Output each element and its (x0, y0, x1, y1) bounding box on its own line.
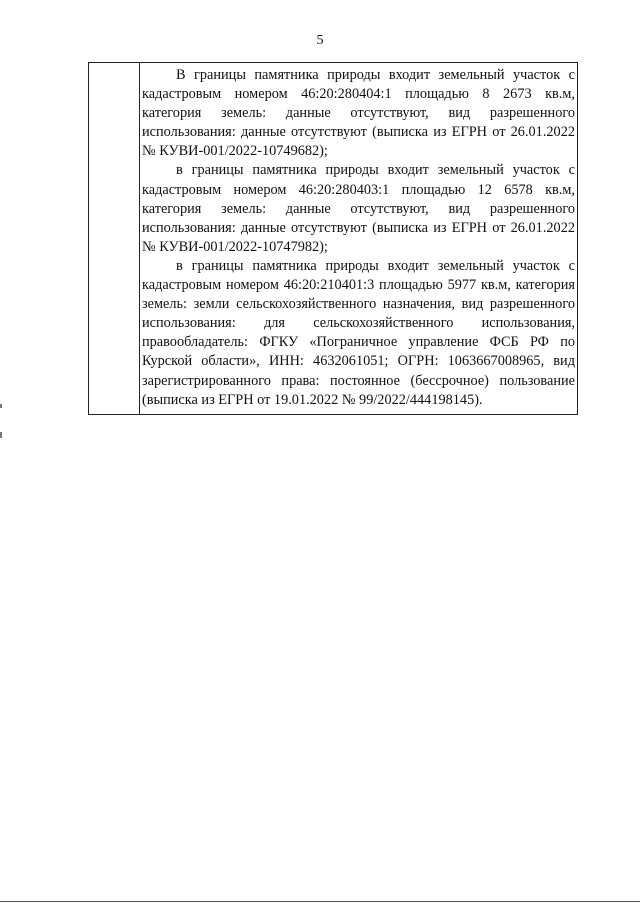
boundary-table (88, 62, 578, 415)
paragraph-parcel-1: В границы памятника природы входит земельный участок с кадастровым номером 46:20:280404:1 площадью 8 2673 кв.м, категория земель: данные отсутствуют, вид разрешенного использования: данные отсутствуют (выписка из ЕГРН от 26.01.2022 № КУВИ-001/2022-10749682); (142, 67, 575, 160)
scan-artifact-mark (0, 404, 2, 408)
table-cell-text (140, 63, 578, 415)
scan-bottom-edge (0, 901, 640, 902)
page-number: 5 (316, 33, 324, 48)
table-row (89, 63, 578, 415)
table-cell-left (89, 63, 140, 415)
scan-artifact-mark (0, 432, 2, 438)
paragraph-parcel-2: в границы памятника природы входит земельный участок с кадастровым номером 46:20:280403:1 площадью 12 6578 кв.м, категория земель: данные отсутствуют, вид разрешенного использования: данные отсутствуют (выписка из ЕГРН от 26.01.2022 № КУВИ-001/2022-10747982); (142, 162, 575, 255)
paragraph-parcel-3: в границы памятника природы входит земельный участок с кадастровым номером 46:20:210401:3 площадью 5977 кв.м, категория земель: земли сельскохозяйственного назначения, вид разрешенного использования: для сельскохозяйственного использования, правообладатель: ФГКУ «Пограничное управление ФСБ РФ по Курской области», ИНН: 4632061051; ОГРН: 1063667008965, вид зарегистрированного права: постоянное (бессрочное) пользование (выписка из ЕГРН от 19.01.2022 № 99/2022/444198145). (142, 257, 575, 408)
